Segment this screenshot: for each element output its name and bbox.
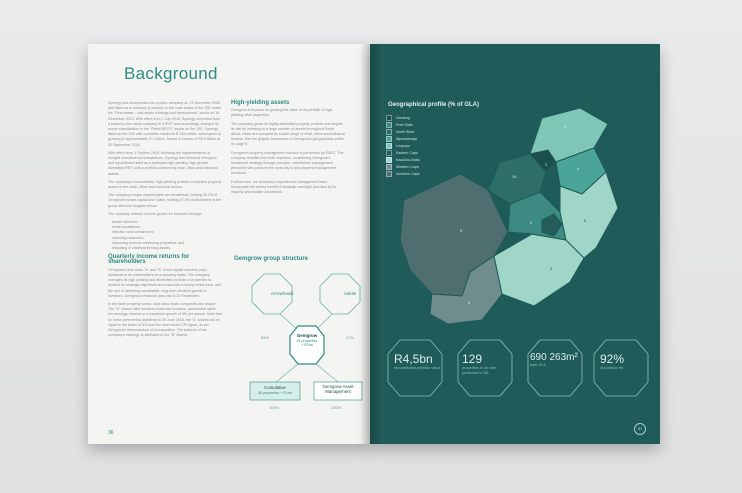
- quarterly-paragraph: In the listed property sector, dual class share companies are unique. The "A" shares offer investors fixed-rate incomes, preferential rights. No earnings, interest or a maximum growth of 5% per annum. Note that for these preferential dividends to 30 June 2016, the "A" shares will be equal to the lesser of 5% and the most recent CPI figure, as per Gemgrow's memorandum of incorporation. The balance of the company's earnings is attributed to the "B" shares.: [108, 301, 222, 338]
- stat-label: properties in all nine provinces in SA: [462, 366, 496, 375]
- arrowhead-link: [280, 314, 298, 330]
- cumulative-sub: 60 properties + R1bn: [258, 390, 292, 395]
- stat-octagon: [528, 340, 582, 396]
- group-structure-heading: Gemgrow group structure: [234, 256, 309, 262]
- map-title: Geographical profile (% of GLA): [388, 102, 480, 108]
- south-africa-map: [370, 44, 660, 444]
- region-marker: 2: [530, 220, 533, 225]
- asset-mgmt-percent: 100%: [331, 405, 342, 410]
- legend-label: Northern Cape: [396, 171, 420, 176]
- stat-label: total GLA: [530, 363, 546, 367]
- vukile-label: Vukile: [343, 291, 357, 296]
- region-marker: 9: [460, 228, 463, 233]
- high-yield-heading: High-yielding assets: [231, 100, 290, 106]
- high-yield-paragraph: Gemgrow's property management function is performed by ESEC. The company benefits from their expertise, considering Gemgrow's investment strategy through constant, incentivised management personnel who perform the most day to day property management functions.: [231, 150, 344, 176]
- list-item: disposing of underperforming assets.: [112, 246, 171, 251]
- intro-paragraph: The company's major shareholders are Arrowhead, holding 55.2% of Gemgrow's share capital and Vukile, holding 27.4% as illustrated in the group structure diagram below.: [108, 193, 221, 208]
- page-title: Background: [124, 64, 218, 83]
- high-yield-column: [231, 101, 345, 198]
- region-marker: 3: [550, 266, 553, 271]
- list-item: effective cost containment;: [112, 230, 155, 235]
- quarterly-paragraph: Gemgrow's dual class "A" and "B" share capital structure pays dividends to its shareholders on a quarterly basis. The company manages its high yielding and diversified portfolio of properties to achieve its strategic objectives and resources a strong rental base, with the aim of delivering sustainable, long-term dividend growth to investors. Gemgrow's financial year-end is 30 September.: [108, 267, 222, 298]
- cumulative-name: Cumulative: [264, 385, 286, 390]
- stat-value: 92%: [600, 352, 625, 366]
- right-page: [370, 44, 660, 444]
- asset-mgmt-label: Gemgrow Asset Management: [322, 384, 354, 394]
- stat-value: 690 263m²: [530, 352, 578, 363]
- list-item: rental escalations;: [112, 225, 141, 230]
- left-page: [88, 44, 370, 444]
- intro-paragraph: The company delivers income growth for investors through:: [108, 211, 203, 216]
- asset-mgmt-link: [316, 364, 338, 382]
- vukile-link: [316, 314, 332, 330]
- region-marker: 10: [512, 174, 517, 179]
- stat-gla: [530, 352, 582, 368]
- page-number: 37: [634, 423, 646, 435]
- cumulative-percent: 100%: [269, 405, 280, 410]
- stat-label: of portfolio let: [600, 366, 623, 370]
- arrowhead-percent: 55%: [261, 335, 270, 340]
- legend-label: KwaZulu-Natal: [396, 157, 420, 162]
- region-marker: 4: [468, 300, 471, 305]
- vukile-percent: 27%: [346, 335, 355, 340]
- intro-column: [108, 101, 222, 341]
- legend-label: Mpumalanga: [396, 136, 417, 141]
- gemgrow-label: [290, 333, 324, 347]
- bullet-list: [112, 220, 222, 251]
- list-item: improving revenue enhancing properties; and: [112, 240, 185, 245]
- region-marker: 2: [545, 162, 548, 167]
- arrowhead-label: Arrowhead: [270, 291, 294, 296]
- stat-portfolio-value: [394, 352, 442, 371]
- legend-label: Limpopo: [396, 143, 410, 148]
- legend-label: Western Cape: [396, 164, 419, 169]
- stat-properties: [462, 352, 512, 376]
- stat-value: R4,5bn: [394, 352, 433, 366]
- high-yield-paragraph: Furthermore, the company's experienced management team incorporate the added benefit of strategic oversight provided by its majority shareholder Arrowhead.: [231, 179, 337, 195]
- page-number: 36: [108, 430, 114, 436]
- stat-value: 129: [462, 352, 483, 366]
- intro-paragraph: Synergy was incorporated as a public company on 13 November 2006 and listed as a company (Lowveld) on the main board of the JSE under the "Real estate – real estate holdings and development" sector on 16 December 2013. With effect from 1 July 2015, Synergy converted from a property loan stock company to a REIT and accordingly changed its sector classification to the "Retail REITS" sector on the JSE. Synergy listed on the JSE with a portfolio valued at R 249 million, subsequent to growing to approximately R 1 billion, issued in excess of R6.6 billion at 30 September 2016.: [108, 101, 222, 147]
- gemgrow-sub: 25 properties + R1bn: [296, 338, 318, 347]
- quarterly-heading: Quarterly income returns for shareholders: [108, 254, 190, 266]
- cumulative-link: [276, 364, 298, 382]
- stat-label: reconstituted portfolio value: [394, 366, 441, 370]
- region-marker: 4: [577, 166, 580, 171]
- cumulative-label: [250, 385, 300, 396]
- high-yield-paragraph: Gemgrow is focused on growing the value of its portfolio of high-yielding retail properties.: [231, 108, 334, 118]
- list-item: tenant retention;: [112, 220, 138, 225]
- stat-let: [600, 352, 646, 371]
- legend-label: North West: [396, 129, 414, 134]
- legend-label: Eastern Cape: [396, 150, 418, 155]
- region-marker: 9: [564, 124, 567, 129]
- gemgrow-name: Gemgrow: [296, 333, 318, 338]
- intro-paragraph: The company's reconstituted, high-yielding portfolio comprises property assets in the retail, office and industrial sectors.: [108, 179, 222, 190]
- intro-paragraph: With effect from 1 October 2016, following the implementation of multiple simultaneous transactions, Synergy had removed Gemgrow and repositioned itself as a specialist high yielding, high growth diversified REIT with a portfolio comprising retail, office and industrial assets.: [108, 150, 218, 176]
- legend-label: Free State: [396, 122, 413, 127]
- list-item: reducing vacancies;: [112, 235, 144, 240]
- region-marker: 6: [584, 218, 587, 223]
- high-yield-paragraph: The company grows its highly diversified property portfolio and targets its risk by investing in a large number of assets throughout South Africa, which are occupied by a wide range of retail, office and industrial tenants. See the graphic breakdown of Gemgrow's geographical profile on page 8.: [231, 121, 345, 147]
- legend-label: Gauteng: [396, 115, 410, 120]
